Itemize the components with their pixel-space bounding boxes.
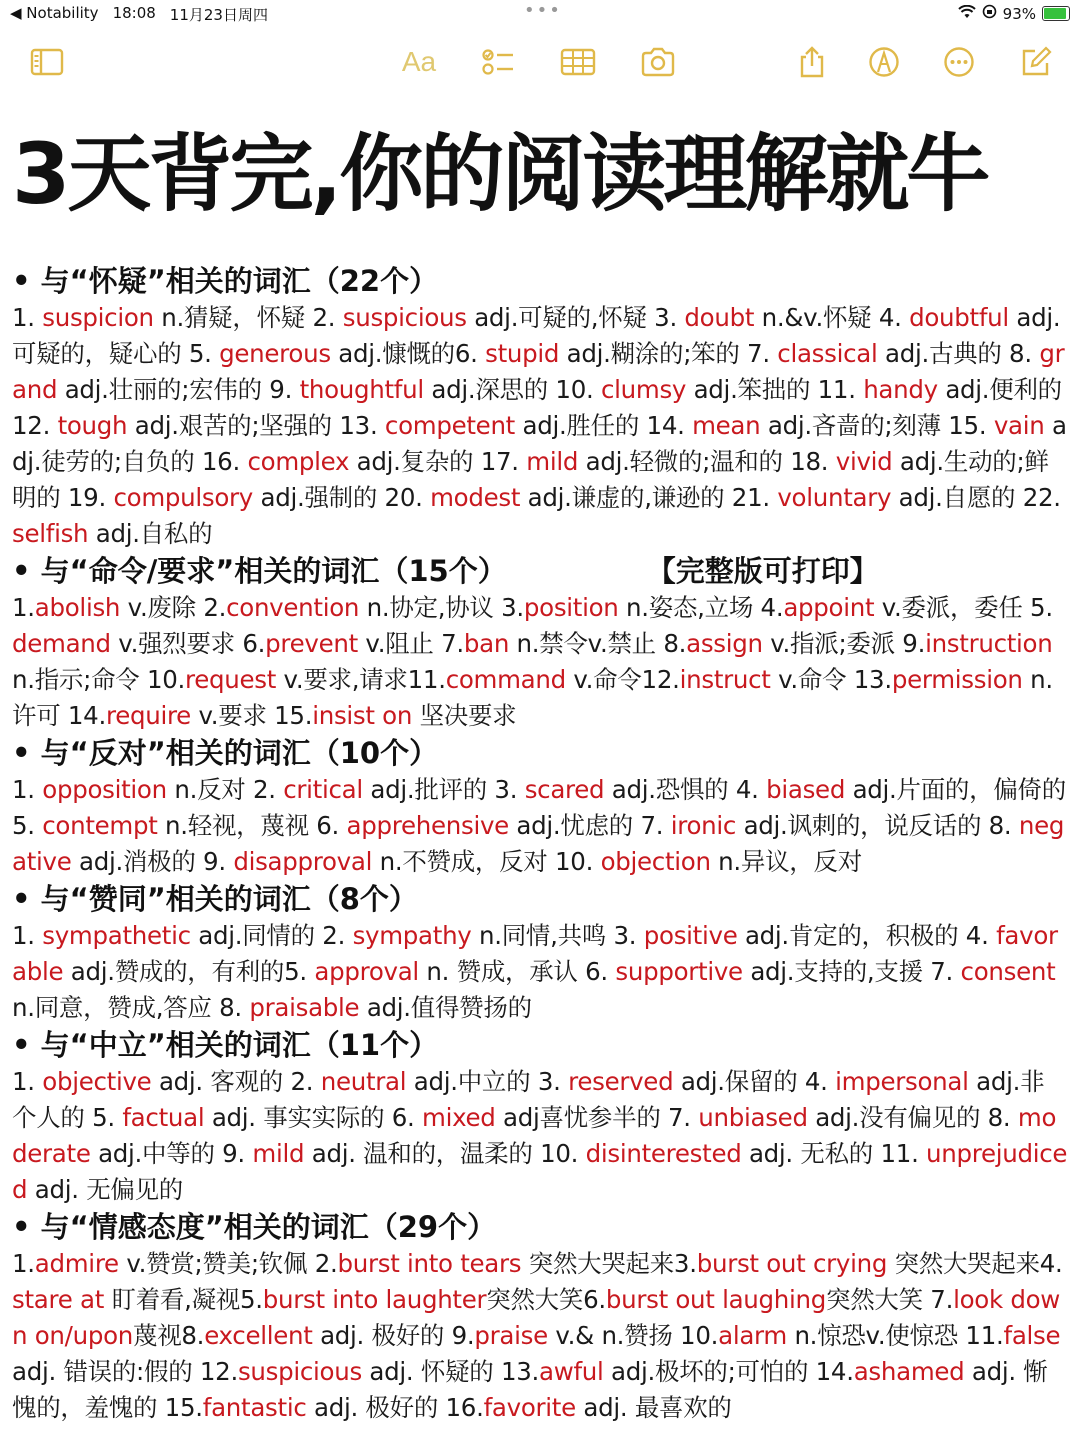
vocab-definition: adj.慷慨的6. [330, 339, 486, 368]
vocab-word: moderate [12, 1103, 1057, 1168]
vocab-definition: adj.谦虚的,谦逊的 21. [520, 483, 778, 512]
vocab-word: opposition [42, 775, 167, 804]
vocab-word: positive [643, 921, 738, 950]
vocab-word: apprehensive [346, 811, 509, 840]
vocab-word: disinterested [585, 1139, 742, 1168]
vocab-word: instruct [679, 665, 771, 694]
vocab-word: vain [993, 411, 1045, 440]
vocab-definition: adj.自愿的 22. [891, 483, 1061, 512]
vocab-definition: adj.赞成的，有利的5. [63, 957, 315, 986]
vocab-word: approval [314, 957, 419, 986]
vocab-definition: adj. 怀疑的 13. [361, 1357, 540, 1386]
vocab-word: reserved [568, 1067, 674, 1096]
compose-button[interactable] [1016, 44, 1056, 80]
vocab-word: impersonal [835, 1067, 969, 1096]
vocab-definition: v.阻止 7. [357, 629, 464, 658]
vocab-definition: adj. 惭愧的，羞愧的 15. [12, 1357, 1048, 1422]
vocab-word: convention [226, 593, 360, 622]
vocab-definition: adj.中立的 3. [406, 1067, 569, 1096]
vocab-word: ironic [670, 811, 737, 840]
vocab-word: mean [692, 411, 761, 440]
orientation-lock-icon [982, 4, 997, 23]
vocab-definition: v.要求 15. [190, 701, 313, 730]
vocab-definition: adj.没有偏见的 8. [807, 1103, 1018, 1132]
vocab-word: contempt [42, 811, 158, 840]
vocab-definition: adj.强制的 20. [253, 483, 431, 512]
table-icon [560, 46, 596, 78]
vocab-word: favorite [483, 1393, 576, 1422]
battery-percent: 93% [1002, 4, 1036, 23]
section-heading-text: • 与“情感态度”相关的词汇（29个） [12, 1210, 497, 1244]
vocab-definition: n.惊恐v.使惊恐 11. [786, 1321, 1004, 1350]
vocab-list [12, 918, 1068, 1026]
vocab-definition: adj.忧虑的 7. [508, 811, 671, 840]
vocab-word: critical [283, 775, 363, 804]
vocab-word: thoughtful [299, 375, 424, 404]
vocab-word: factual [122, 1103, 205, 1132]
vocab-definition: adj.保留的 4. [673, 1067, 836, 1096]
camera-button[interactable] [638, 44, 678, 80]
vocab-definition: adj. 无偏见的 [27, 1175, 184, 1204]
vocab-definition: v.赞赏;赞美;钦佩 2. [118, 1249, 338, 1278]
vocab-word: selfish [12, 519, 89, 548]
vocab-word: negative [12, 811, 1065, 876]
vocab-definition: 坚决要求 [412, 701, 517, 730]
vocab-definition: adj喜忧参半的 7. [495, 1103, 699, 1132]
vocab-word: competent [384, 411, 515, 440]
vocab-definition: n.&v.怀疑 4. [754, 303, 910, 332]
vocab-definition: v.& n.赞扬 10. [547, 1321, 719, 1350]
vocab-word: look down on/upon [12, 1285, 1061, 1350]
vocab-list [12, 1064, 1068, 1208]
vocab-definition: adj.便利的 12. [12, 375, 1062, 440]
vocab-definition: v.命令 13. [770, 665, 892, 694]
vocab-definition: adj.轻微的;温和的 18. [578, 447, 836, 476]
vocab-definition: adj. 无私的 11. [741, 1139, 927, 1168]
vocab-definition: adj.可疑的,怀疑 3. [466, 303, 685, 332]
section-heading-text: • 与“中立”相关的词汇（11个） [12, 1028, 439, 1062]
vocab-definition: adj.同情的 2. [190, 921, 353, 950]
vocab-word: clumsy [600, 375, 687, 404]
vocab-definition: adj.深思的 10. [423, 375, 601, 404]
vocab-word: insist on [312, 701, 413, 730]
vocab-definition: 蔑视8. [133, 1321, 205, 1350]
vocab-word: tough [57, 411, 128, 440]
vocab-word: generous [219, 339, 331, 368]
vocab-definition: v.命令12. [565, 665, 680, 694]
vocab-definition: 突然大哭起来3. [521, 1249, 697, 1278]
vocab-word: request [185, 665, 277, 694]
vocab-definition: adj. 事实实际的 6. [204, 1103, 423, 1132]
vocab-definition: adj.复杂的 17. [349, 447, 527, 476]
toolbar [0, 36, 1080, 88]
vocab-definition: n.同情,共鸣 3. [471, 921, 644, 950]
vocab-word: voluntary [777, 483, 892, 512]
vocab-word: unprejudiced [12, 1139, 1068, 1204]
vocab-word: burst out crying [696, 1249, 888, 1278]
vocab-definition: n.禁令v.禁止 8. [509, 629, 687, 658]
vocab-word: compulsory [113, 483, 253, 512]
vocab-definition: adj.糊涂的;笨的 7. [559, 339, 778, 368]
section-heading [12, 552, 1068, 590]
vocab-definition: n.反对 2. [166, 775, 284, 804]
vocab-definition: v.要求,请求11. [276, 665, 446, 694]
vocab-word: mild [252, 1139, 305, 1168]
vocab-definition: 1. [12, 303, 43, 332]
section-heading [12, 880, 1068, 918]
section-heading-text: • 与“赞同”相关的词汇（8个） [12, 882, 418, 916]
vocab-word: objective [42, 1067, 152, 1096]
vocab-definition: adj.肯定的，积极的 4. [737, 921, 997, 950]
section-heading-text: • 与“反对”相关的词汇（10个） [12, 736, 439, 770]
vocab-definition: adj.可疑的，疑心的 5. [12, 303, 1061, 368]
vocab-word: alarm [718, 1321, 787, 1350]
vocab-definition: adj.笨拙的 11. [686, 375, 864, 404]
vocab-word: doubt [684, 303, 755, 332]
vocab-definition: adj. 温和的，温柔的 10. [304, 1139, 586, 1168]
vocab-definition: n.异议，反对 [710, 847, 862, 876]
vocab-definition: adj.非个人的 5. [12, 1067, 1045, 1132]
vocab-word: favorable [12, 921, 1058, 986]
vocab-word: fantastic [202, 1393, 307, 1422]
section-heading [12, 1208, 1068, 1246]
vocab-word: burst into tears [337, 1249, 522, 1278]
status-time: 18:08 [112, 4, 156, 22]
vocab-definition: adj.艰苦的;坚强的 13. [127, 411, 385, 440]
vocab-word: sympathy [352, 921, 472, 950]
vocab-definition: 盯着看,凝视5. [104, 1285, 263, 1314]
more-icon [941, 46, 977, 78]
vocab-definition: v.废除 2. [120, 593, 227, 622]
vocab-word: sympathetic [42, 921, 191, 950]
vocab-word: consent [960, 957, 1056, 986]
vocab-definition: 突然大笑 7. [826, 1285, 954, 1314]
more-options-button[interactable] [939, 44, 979, 80]
vocab-word: excellent [204, 1321, 313, 1350]
vocab-word: command [445, 665, 566, 694]
vocab-definition: 1. [12, 593, 35, 622]
vocab-word: suspicious [237, 1357, 362, 1386]
vocab-word: appoint [783, 593, 875, 622]
share-button[interactable] [792, 44, 832, 80]
vocab-list [12, 772, 1068, 880]
vocab-word: unbiased [698, 1103, 808, 1132]
vocab-word: stare at [12, 1285, 104, 1314]
vocab-word: ban [463, 629, 510, 658]
vocab-word: praisable [249, 993, 360, 1022]
vocab-word: praise [474, 1321, 548, 1350]
sidebar-icon [29, 46, 65, 78]
section-heading-text: • 与“命令/要求”相关的词汇（15个） [12, 554, 507, 588]
vocab-definition: adj.片面的，偏倚的 5. [12, 775, 1066, 840]
printable-note: 【完整版可打印】 [646, 554, 879, 588]
text-format-icon: Aa [401, 46, 437, 77]
text-format-button[interactable] [399, 44, 439, 80]
multitask-dots-icon[interactable]: ••• [524, 0, 562, 21]
vocab-definition: adj.吝啬的;刻薄 15. [760, 411, 994, 440]
vocab-word: admire [34, 1249, 119, 1278]
vocab-word: burst out laughing [605, 1285, 826, 1314]
vocab-definition: n.同意，赞成,答应 8. [12, 993, 250, 1022]
back-to-app-link[interactable]: ◀ Notability [10, 4, 99, 22]
vocab-word: neutral [320, 1067, 407, 1096]
vocab-word: handy [863, 375, 938, 404]
section-heading-text: • 与“怀疑”相关的词汇（22个） [12, 264, 439, 298]
status-date: 11月23日周四 [169, 6, 268, 24]
table-button[interactable] [558, 44, 598, 80]
battery-icon [1042, 6, 1070, 21]
vocab-definition: adj. 错误的:假的 12. [12, 1357, 238, 1386]
vocab-word: permission [891, 665, 1023, 694]
vocab-word: modest [430, 483, 521, 512]
vocab-definition: adj. 最喜欢的 [575, 1393, 732, 1422]
vocab-word: grand [12, 339, 1065, 404]
camera-icon [640, 46, 676, 78]
vocab-definition: adj. 极好的 9. [312, 1321, 475, 1350]
vocab-definition: 1. [12, 1067, 43, 1096]
vocab-definition: n.许可 14. [12, 665, 1053, 730]
section-heading [12, 262, 1068, 300]
vocab-definition: adj. 客观的 2. [151, 1067, 321, 1096]
vocab-word: objection [600, 847, 711, 876]
vocab-word: mild [526, 447, 579, 476]
vocab-definition: n.轻视，蔑视 6. [157, 811, 347, 840]
vocab-word: burst into laughter [262, 1285, 487, 1314]
vocab-definition: adj.消极的 9. [71, 847, 234, 876]
vocab-definition: 1. [12, 921, 43, 950]
vocab-word: assign [686, 629, 763, 658]
vocab-definition: adj.自私的 [88, 519, 213, 548]
vocab-word: doubtful [909, 303, 1009, 332]
vocab-word: scared [524, 775, 605, 804]
vocab-definition: adj.支持的,支援 7. [742, 957, 961, 986]
vocab-definition: 1. [12, 775, 43, 804]
vocab-list [12, 1246, 1068, 1426]
vocab-word: position [523, 593, 619, 622]
status-bar [0, 0, 1080, 28]
vocab-definition: n. 赞成，承认 6. [418, 957, 616, 986]
vocab-word: require [105, 701, 191, 730]
vocab-word: awful [539, 1357, 604, 1386]
vocab-list [12, 590, 1068, 734]
vocab-word: vivid [835, 447, 893, 476]
vocab-definition: 突然大哭起来4. [887, 1249, 1063, 1278]
vocab-definition: n.协定,协议 3. [359, 593, 524, 622]
vocab-word: ashamed [853, 1357, 965, 1386]
vocab-word: complex [247, 447, 350, 476]
wifi-icon [958, 5, 976, 23]
vocab-word: prevent [265, 629, 358, 658]
note-title: 3天背完,你的阅读理解就牛 [12, 125, 988, 223]
vocab-definition: n.指示;命令 10. [12, 665, 186, 694]
vocab-definition: adj.生动的;鲜明的 19. [12, 447, 1049, 512]
section-heading [12, 1026, 1068, 1064]
compose-icon [1018, 46, 1054, 78]
vocab-definition: 1. [12, 1249, 35, 1278]
vocab-definition: n.不赞成，反对 10. [372, 847, 601, 876]
vocab-word: classical [777, 339, 878, 368]
vocab-definition: adj.批评的 3. [362, 775, 525, 804]
vocab-definition: n.姿态,立场 4. [618, 593, 784, 622]
vocab-list [12, 300, 1068, 552]
share-icon [794, 46, 830, 78]
vocab-definition: adj.恐惧的 4. [604, 775, 767, 804]
markup-pen-icon [866, 46, 902, 78]
vocab-definition: adj.徒劳的;自负的 16. [12, 411, 1067, 476]
vocab-definition: adj.中等的 9. [90, 1139, 253, 1168]
vocab-word: stupid [485, 339, 560, 368]
vocab-definition: adj.古典的 8. [877, 339, 1040, 368]
vocab-definition: adj.讽刺的，说反话的 8. [736, 811, 1019, 840]
vocab-word: demand [12, 629, 111, 658]
checklist-icon [480, 46, 516, 78]
sidebar-toggle-button[interactable] [27, 44, 67, 80]
vocab-definition: adj.胜任的 14. [515, 411, 693, 440]
vocab-word: abolish [34, 593, 121, 622]
checklist-button[interactable] [478, 44, 518, 80]
section-heading [12, 734, 1068, 772]
vocab-word: supportive [615, 957, 743, 986]
markup-button[interactable] [864, 44, 904, 80]
vocab-definition: n.猜疑，怀疑 2. [153, 303, 343, 332]
note-body[interactable] [12, 262, 1068, 1426]
vocab-definition: adj.极坏的;可怕的 14. [603, 1357, 854, 1386]
vocab-word: suspicious [342, 303, 467, 332]
vocab-definition: adj. 极好的 16. [306, 1393, 484, 1422]
vocab-definition: v.指派;委派 9. [762, 629, 926, 658]
vocab-definition: adj.壮丽的;宏伟的 9. [57, 375, 300, 404]
vocab-word: disapproval [233, 847, 373, 876]
vocab-word: false [1003, 1321, 1061, 1350]
vocab-definition: 突然大笑6. [486, 1285, 606, 1314]
vocab-word: suspicion [42, 303, 154, 332]
vocab-definition: adj.值得赞扬的 [359, 993, 532, 1022]
vocab-word: biased [766, 775, 846, 804]
vocab-definition: v.委派，委任 5. [874, 593, 1053, 622]
vocab-definition: v.强烈要求 6. [110, 629, 266, 658]
vocab-word: mixed [422, 1103, 496, 1132]
vocab-word: instruction [925, 629, 1053, 658]
